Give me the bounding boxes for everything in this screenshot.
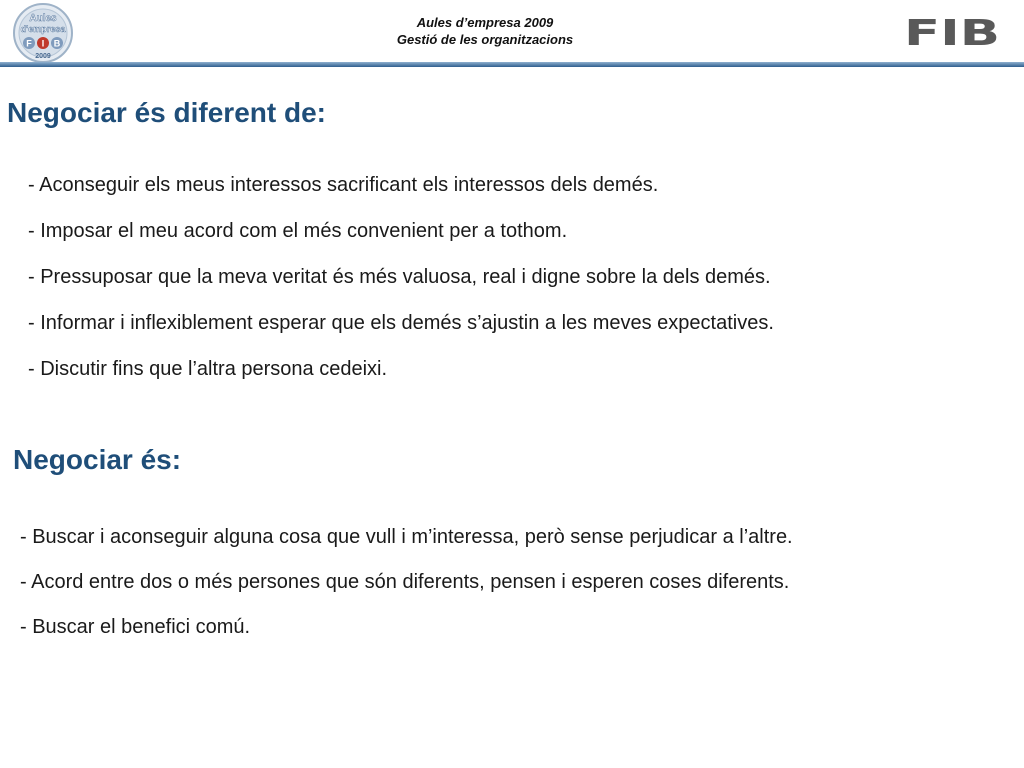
logo-letter-b: B (53, 38, 61, 49)
header-title-line1: Aules d’empresa 2009 (416, 15, 554, 30)
list-item: - Discutir fins que l’altra persona cedeixi. (28, 358, 388, 380)
list-item: - Acord entre dos o més persones que són diferents, pensen i esperen coses diferents. (20, 571, 790, 593)
section1-heading: Negociar és diferent de: (7, 97, 326, 128)
header-divider (0, 62, 1024, 67)
list-item: - Buscar el benefici comú. (20, 616, 251, 638)
list-item: - Buscar i aconseguir alguna cosa que vull i m’interessa, però sense perjudicar a l’altre. (20, 526, 793, 548)
aules-empresa-logo (8, 2, 78, 64)
logo-year: 2009 (35, 53, 51, 60)
fib-logo (903, 15, 1001, 47)
section1-list (28, 174, 774, 404)
header-title (285, 14, 685, 48)
list-item: - Informar i inflexiblement esperar que els demés s’ajustin a les meves expectatives. (28, 312, 774, 334)
fib-logo-text: FIB (904, 15, 1000, 47)
logo-letter-i: I (41, 38, 45, 49)
section2-list (20, 526, 793, 661)
list-item: - Aconseguir els meus interessos sacrificant els interessos dels demés. (28, 174, 659, 196)
logo-letter-f: F (26, 38, 32, 49)
list-item: - Pressuposar que la meva veritat és més valuosa, real i digne sobre la dels demés. (28, 266, 771, 288)
logo-line1: Aules (29, 13, 57, 24)
list-item: - Imposar el meu acord com el més convenient per a tothom. (28, 220, 568, 242)
section2-heading: Negociar és: (13, 444, 182, 475)
slide-header (0, 0, 1024, 70)
logo-line2: d'empresa (20, 24, 66, 34)
header-title-line2: Gestió de les organitzacions (396, 32, 574, 47)
